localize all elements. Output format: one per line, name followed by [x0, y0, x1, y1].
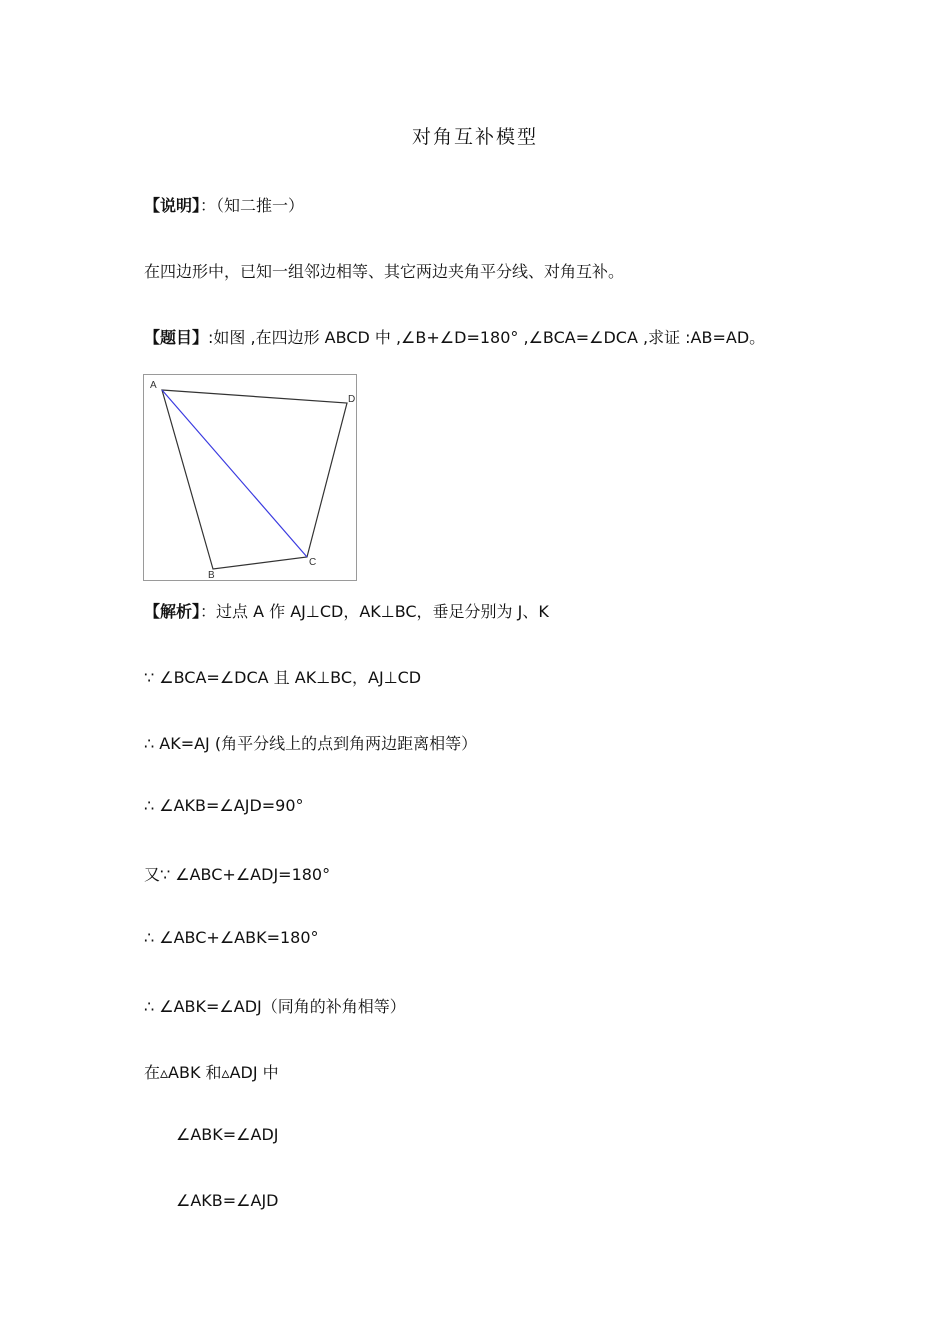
analysis-label: 【解析】: [144, 602, 201, 621]
condition-line: ∠AKB=∠AJD: [176, 1191, 279, 1210]
point-b-label: B: [208, 570, 215, 580]
quadrilateral-abcd: [162, 390, 347, 569]
page-title: 对角互补模型: [411, 126, 538, 148]
condition-line: ∠ABK=∠ADJ: [176, 1125, 279, 1144]
point-c-label: C: [309, 557, 317, 568]
analysis-text: ：过点 A 作 AJ⊥CD，AK⊥BC，垂足分别为 J、K: [200, 602, 549, 621]
proof-step: ∴ ∠AKB=∠AJD=90°: [144, 796, 304, 815]
problem-line: [144, 325, 765, 348]
explanation-line: [144, 193, 304, 216]
problem-label: 【题目】: [144, 328, 209, 347]
problem-text: :如图 ,在四边形 ABCD 中 ,∠B+∠D=180° ,∠BCA=∠DCA ,求证 :AB=AD。: [208, 328, 766, 347]
proof-step: ∴ AK=AJ (角平分线上的点到角两边距离相等）: [144, 734, 478, 753]
proof-step: ∴ ∠ABC+∠ABK=180°: [144, 928, 319, 947]
proof-step: ∴ ∠ABK=∠ADJ（同角的补角相等）: [144, 997, 406, 1016]
proof-step: 又∵ ∠ABC+∠ADJ=180°: [144, 865, 331, 884]
point-a-label: A: [150, 380, 157, 391]
intro-line: 在四边形中，已知一组邻边相等、其它两边夹角平分线、对角互补。: [144, 262, 625, 281]
explanation-label: 【说明】: [144, 196, 201, 215]
quadrilateral-figure: [143, 374, 357, 581]
point-d-label: D: [348, 394, 356, 405]
proof-step: ∵ ∠BCA=∠DCA 且 AK⊥BC，AJ⊥CD: [144, 668, 422, 687]
analysis-line: [144, 599, 549, 622]
diagonal-ac: [162, 390, 307, 557]
proof-step: 在▵ABK 和▵ADJ 中: [144, 1063, 279, 1082]
explanation-text: ：（知二推一）: [200, 196, 305, 215]
